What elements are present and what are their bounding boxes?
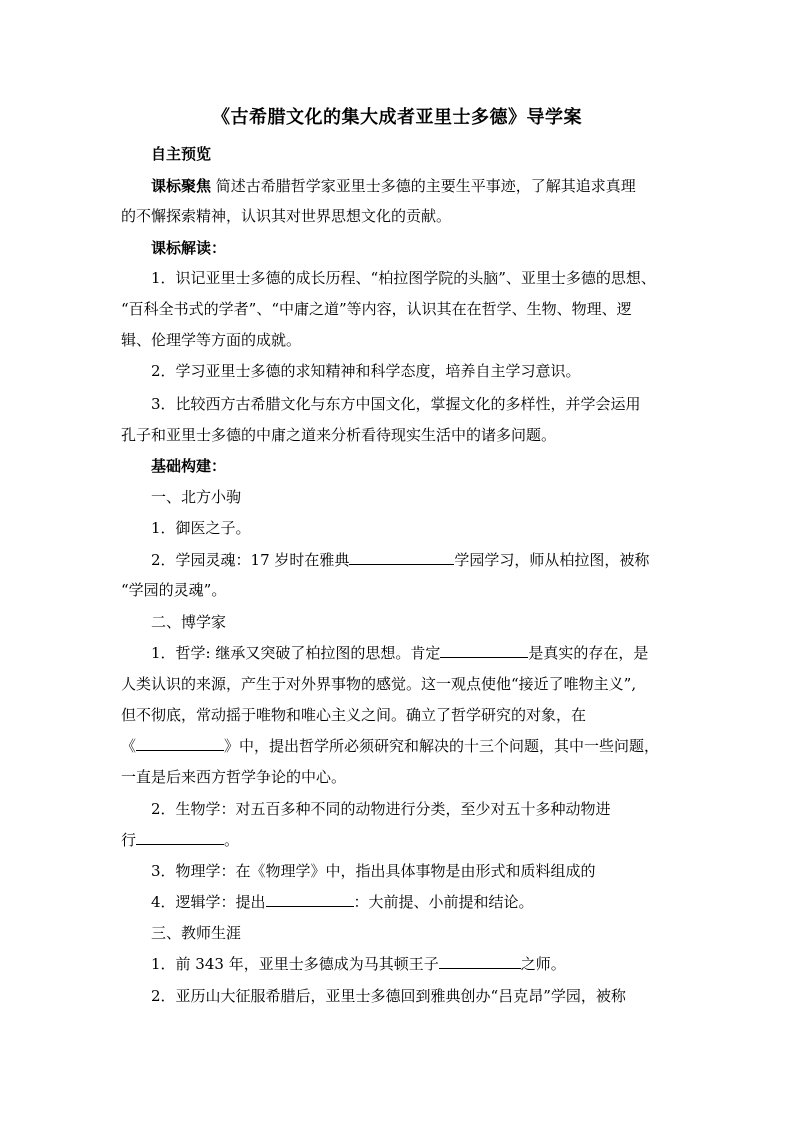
section-2-item-1-cont: [121, 736, 681, 756]
section-1-item-1: 1．御医之子。: [151, 519, 251, 537]
interpretation-item-1-cont: “百科全书式的学者”、“中庸之道”等内容，认识其在在哲学、生物、物理、逻: [121, 300, 632, 318]
section-1-heading: 一、北方小驹: [151, 488, 242, 506]
section-2-item-3: 3．物理学：在《物理学》中，指出具体事物是由形式和质料组成的: [151, 862, 596, 880]
text-segment: 《: [121, 737, 137, 755]
focus-paragraph-line: [151, 176, 711, 196]
section-2-item-1-cont: 人类认识的来源，产生于对外界事物的感觉。这一观点使他“接近了唯物主义”,: [121, 675, 637, 693]
section-3-heading: 三、教师生涯: [151, 924, 242, 942]
section-2-item-4: [151, 892, 711, 912]
section-3-item-1: [151, 954, 711, 974]
interpretation-item-3: 3．比较西方古希腊文化与东方中国文化，掌握文化的多样性，并学会运用: [151, 395, 641, 413]
text-segment: 是真实的存在，是: [528, 644, 649, 662]
fill-in-blank[interactable]: [136, 736, 224, 751]
focus-text-cont: 的不懈探索精神，认识其对世界思想文化的贡献。: [121, 207, 452, 225]
interpretation-item-2: 2．学习亚里士多德的求知精神和科学态度，培养自主学习意识。: [151, 362, 581, 380]
section-3-item-2: 2．亚历山大征服希腊后，亚里士多德回到雅典创办“吕克昂”学园，被称: [151, 987, 626, 1005]
text-segment: 。: [224, 831, 240, 849]
fill-in-blank[interactable]: [439, 954, 521, 969]
section-1-item-2-cont: “学园的灵魂”。: [121, 581, 227, 599]
fill-in-blank[interactable]: [136, 830, 224, 845]
fill-in-blank[interactable]: [440, 643, 528, 658]
interpretation-item-1: 1．识记亚里士多德的成长历程、“柏拉图学院的头脑”、亚里士多德的思想、: [151, 269, 656, 287]
text-segment: 学园学习，师从柏拉图，被称: [454, 551, 650, 569]
fill-in-blank[interactable]: [266, 892, 354, 907]
interpretation-item-3-cont: 孔子和亚里士多德的中庸之道来分析看待现实生活中的诸多问题。: [121, 426, 557, 444]
section-2-item-1-cont: 一直是后来西方哲学争论的中心。: [121, 768, 347, 786]
section-2-item-1: [151, 643, 711, 663]
interpretation-label: 课标解读：: [151, 239, 227, 257]
section-heading-preview: 自主预览: [151, 145, 212, 163]
text-segment: ：大前提、小前提和结论。: [353, 893, 534, 911]
page-title: 《古希腊文化的集大成者亚里士多德》导学案: [212, 107, 582, 128]
section-1-item-2: [151, 550, 711, 570]
text-segment: 》中，提出哲学所必须研究和解决的十三个问题，其中一些问题，: [224, 737, 660, 755]
fill-in-blank[interactable]: [349, 550, 454, 565]
section-2-item-1-cont: 但不彻底，常动摇于唯物和唯心主义之间。确立了哲学研究的对象，在: [121, 706, 587, 724]
interpretation-item-1-cont: 辑、伦理学等方面的成就。: [121, 331, 302, 349]
text-segment: 1．哲学: 继承又突破了柏拉图的思想。肯定: [151, 644, 441, 662]
focus-text: 简述古希腊哲学家亚里士多德的主要生平事迹，了解其追求真理: [211, 177, 636, 195]
basics-label: 基础构建：: [151, 457, 227, 475]
section-2-item-2: 2．生物学：对五百多种不同的动物进行分类，至少对五十多种动物进: [151, 800, 611, 818]
text-segment: 1．前 343 年，亚里士多德成为马其顿王子: [151, 955, 439, 973]
section-2-heading: 二、博学家: [151, 613, 227, 631]
focus-label: 课标聚焦: [151, 177, 212, 195]
text-segment: 2．学园灵魂：17 岁时在雅典: [151, 551, 350, 569]
text-segment: 之师。: [520, 955, 566, 973]
text-segment: 行: [121, 831, 137, 849]
text-segment: 4．逻辑学：提出: [151, 893, 266, 911]
section-2-item-2-cont: [121, 830, 681, 850]
